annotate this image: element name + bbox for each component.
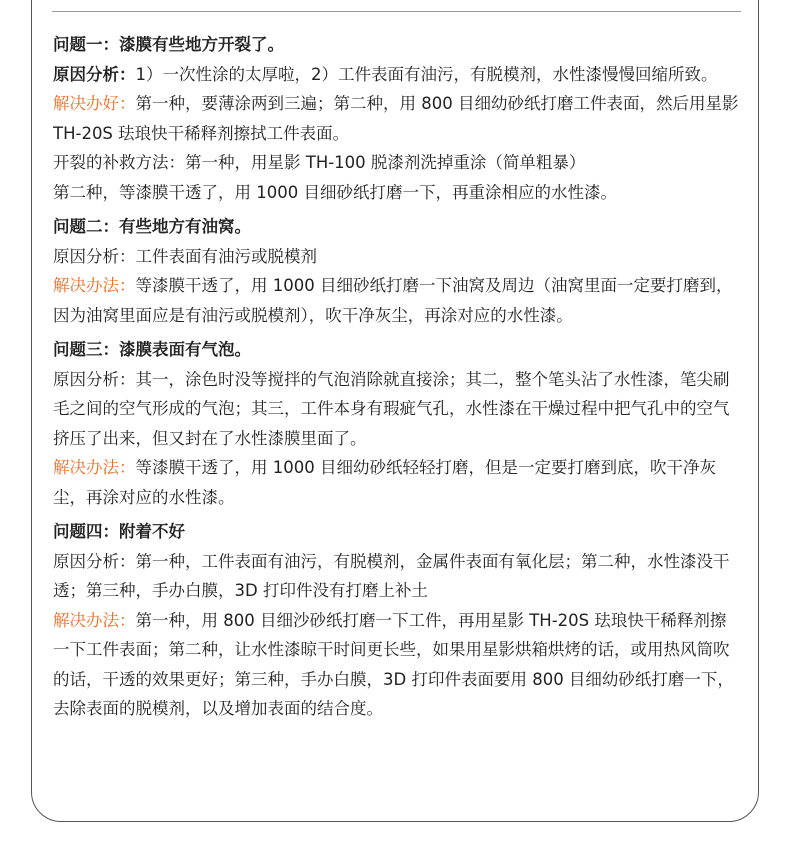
paragraph [53, 606, 741, 724]
paragraph-label: 解决办法： [53, 276, 136, 295]
paragraph [53, 453, 741, 512]
paragraph-label: 解决办法： [53, 458, 136, 477]
paragraph-text: 1）一次性涂的太厚啦，2）工件表面有油污，有脱模剂，水性漆慢慢回缩所致。 [135, 64, 718, 84]
paragraph: 原因分析：第一种，工件表面有油污，有脱模剂，金属件表面有氧化层；第二种，水性漆没干透；第三种，手办白膜，3D 打印件没有打磨上补土 [53, 551, 730, 600]
paragraph: 原因分析：工件表面有油污或脱模剂 [53, 246, 317, 266]
section-4 [53, 517, 741, 724]
article-body [53, 30, 741, 729]
paragraph: 开裂的补救方法：第一种，用星影 TH-100 脱漆剂洗掉重涂（简单粗暴） [53, 153, 586, 172]
paragraph-text: 等漆膜干透了，用 1000 目细幼砂纸轻轻打磨，但是一定要打磨到底，吹干净灰尘，再涂对应的水性漆。 [53, 458, 716, 507]
section-heading: 问题四：附着不好 [53, 522, 185, 541]
top-divider [52, 11, 741, 12]
section-heading: 问题一：漆膜有些地方开裂了。 [53, 35, 284, 54]
paragraph-label: 解决办法： [53, 610, 136, 630]
paragraph [53, 271, 741, 330]
section-heading: 问题二：有些地方有油窝。 [53, 217, 251, 236]
paragraph-text: 第一种，用 800 目细沙砂纸打磨一下工件，再用星影 TH-20S 珐琅快干稀释剂擦一下工件表面；第二种，让水性漆晾干时间更长些，如果用星影烘箱烘烤的话，或用热风筒吹的话，干透的效果更好；第三种，手办白膜，3D 打印件表面要用 800 目细幼砂纸打磨一下，去除表面的脱模剂，以及增加表面的结合度。 [53, 610, 734, 718]
paragraph: 第二种，等漆膜干透了，用 1000 目细砂纸打磨一下，再重涂相应的水性漆。 [53, 182, 617, 202]
paragraph [53, 89, 741, 148]
section-1 [53, 30, 741, 207]
paragraph-text: 第一种，要薄涂两到三遍；第二种，用 800 目细幼砂纸打磨工件表面，然后用星影 TH-20S 珐琅快干稀释剂擦拭工件表面。 [53, 94, 739, 143]
paragraph-label: 原因分析： [53, 64, 136, 84]
paragraph: 原因分析：其一，涂色时没等搅拌的气泡消除就直接涂；其二，整个笔头沾了水性漆，笔尖刷毛之间的空气形成的气泡；其三，工件本身有瑕疵气孔，水性漆在干燥过程中把气孔中的空气挤压了出来，但又封在了水性漆膜里面了。 [53, 369, 730, 448]
section-heading: 问题三：漆膜表面有气泡。 [53, 340, 251, 359]
paragraph-text: 等漆膜干透了，用 1000 目细砂纸打磨一下油窝及周边（油窝里面一定要打磨到，因为油窝里面应是有油污或脱模剂），吹干净灰尘，再涂对应的水性漆。 [53, 276, 733, 325]
section-3 [53, 335, 741, 512]
paragraph-label: 解决办好： [53, 94, 136, 113]
section-2 [53, 212, 741, 330]
paragraph [53, 60, 741, 90]
